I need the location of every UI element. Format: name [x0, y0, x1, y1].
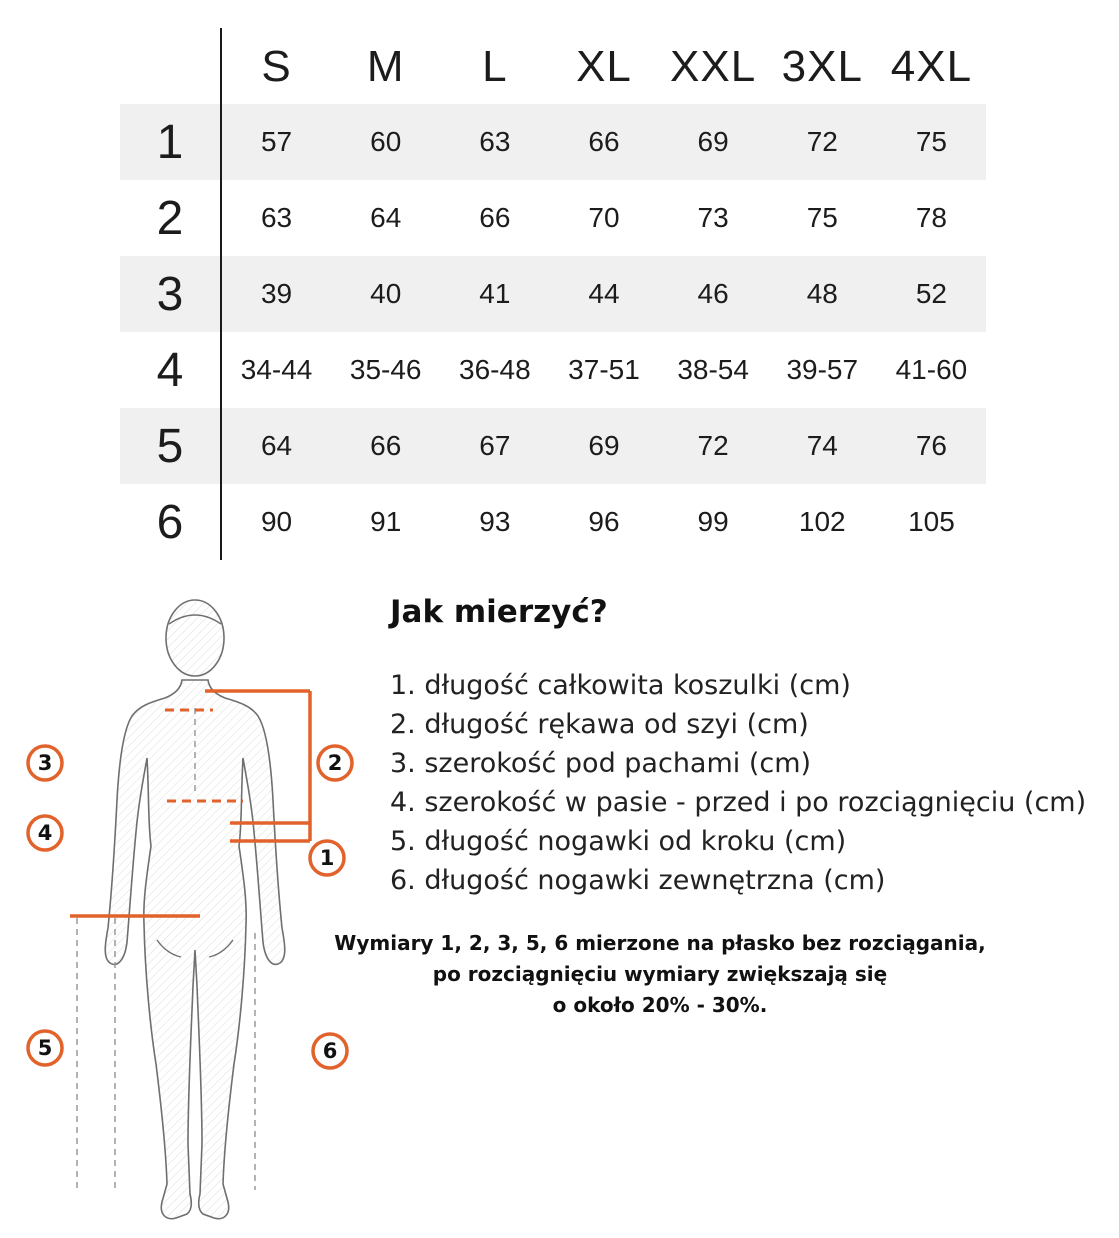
- size-column-header: S: [261, 42, 292, 91]
- measurement-row-label: 5: [120, 408, 222, 484]
- size-value-cell: 72: [768, 104, 877, 180]
- callout-4-number: 4: [37, 821, 53, 845]
- size-value-cell: 64: [370, 202, 402, 233]
- size-value-cell: 74: [768, 408, 877, 484]
- size-value-cell: 78: [915, 202, 947, 233]
- size-value-cell: 63: [260, 202, 293, 233]
- callout-1: [310, 841, 344, 875]
- note: [334, 928, 986, 1021]
- size-value-cell: 34-44: [240, 354, 313, 385]
- callout-3: [28, 746, 62, 780]
- size-value-cell: 41-60: [895, 354, 968, 385]
- size-table-corner: [120, 28, 222, 106]
- size-value-cell: 35-46: [349, 354, 422, 385]
- size-column-header: 3XL: [781, 42, 863, 91]
- size-value-cell: 48: [768, 256, 877, 332]
- measurement-row-label: 4: [120, 332, 222, 408]
- measurement-row-label: 3: [120, 256, 222, 332]
- figure-body-outline: [105, 680, 285, 1219]
- size-value-cell: 105: [908, 506, 955, 537]
- size-value-cell: 70: [588, 202, 620, 233]
- callout-1-number: 1: [319, 846, 335, 870]
- size-value-cell: 69: [659, 104, 768, 180]
- size-value-cell: 36-48: [459, 354, 531, 385]
- size-value-cell: 39-57: [786, 354, 859, 385]
- callout-5: [28, 1031, 62, 1065]
- callout-3-number: 3: [37, 751, 53, 775]
- measurement-row-label: 2: [120, 180, 222, 256]
- size-value-cell: 57: [222, 104, 331, 180]
- size-column-header: M: [366, 42, 405, 91]
- size-column-header: L: [482, 42, 508, 91]
- measure-list-item: 3. szerokość pod pachami (cm): [390, 748, 812, 779]
- size-value-cell: 76: [877, 408, 986, 484]
- figure-head: [166, 600, 224, 676]
- size-value-cell: 93: [479, 506, 511, 537]
- measure-list-item: 1. długość całkowita koszulki (cm): [390, 670, 851, 701]
- size-value-cell: 73: [697, 202, 729, 233]
- size-value-cell: 41: [440, 256, 549, 332]
- measurement-row-label: 6: [120, 484, 222, 560]
- callout-5-number: 5: [37, 1036, 53, 1060]
- size-value-cell: 46: [659, 256, 768, 332]
- size-value-cell: 66: [549, 104, 658, 180]
- callout-6: [313, 1034, 347, 1068]
- measurement-row-label: 1: [120, 104, 222, 180]
- howto-heading: Jak mierzyć?: [390, 594, 608, 630]
- size-value-cell: 52: [877, 256, 986, 332]
- callout-2: [318, 746, 352, 780]
- size-value-cell: 90: [260, 506, 293, 537]
- size-value-cell: 63: [440, 104, 549, 180]
- note-line: po rozciągnięciu wymiary zwiększają się: [432, 962, 888, 986]
- size-value-cell: 67: [440, 408, 549, 484]
- measure-list-item: 5. długość nogawki od kroku (cm): [390, 826, 847, 857]
- size-value-cell: 99: [697, 506, 729, 537]
- size-value-cell: 66: [331, 408, 440, 484]
- measure-list: [390, 666, 1086, 900]
- callout-4: [28, 816, 62, 850]
- size-value-cell: 72: [659, 408, 768, 484]
- callout-6-number: 6: [322, 1039, 338, 1063]
- callout-2-number: 2: [327, 751, 343, 775]
- note-line: Wymiary 1, 2, 3, 5, 6 mierzone na płasko bez rozciągania,: [334, 931, 986, 955]
- size-value-cell: 66: [479, 202, 511, 233]
- size-column-header: 4XL: [890, 42, 973, 91]
- size-value-cell: 96: [588, 506, 620, 537]
- size-column-header: XL: [576, 42, 632, 91]
- size-value-cell: 102: [798, 506, 846, 537]
- size-value-cell: 44: [549, 256, 658, 332]
- measure-list-item: 4. szerokość w pasie - przed i po rozciągnięciu (cm): [390, 787, 1087, 818]
- measure-list-item: 2. długość rękawa od szyi (cm): [390, 709, 809, 740]
- note-line: o około 20% - 30%.: [552, 993, 768, 1017]
- size-value-cell: 60: [331, 104, 440, 180]
- size-value-cell: 91: [370, 506, 402, 537]
- size-value-cell: 39: [222, 256, 331, 332]
- size-value-cell: 37-51: [568, 354, 640, 385]
- measure-list-item: 6. długość nogawki zewnętrzna (cm): [390, 865, 886, 896]
- body-measurement-figure: [15, 588, 365, 1238]
- size-value-cell: 38-54: [677, 354, 749, 385]
- size-value-cell: 64: [222, 408, 331, 484]
- size-table: [120, 28, 986, 560]
- size-value-cell: 75: [806, 202, 838, 233]
- size-value-cell: 69: [549, 408, 658, 484]
- size-value-cell: 40: [331, 256, 440, 332]
- size-column-header: XXL: [670, 42, 757, 91]
- size-value-cell: 75: [877, 104, 986, 180]
